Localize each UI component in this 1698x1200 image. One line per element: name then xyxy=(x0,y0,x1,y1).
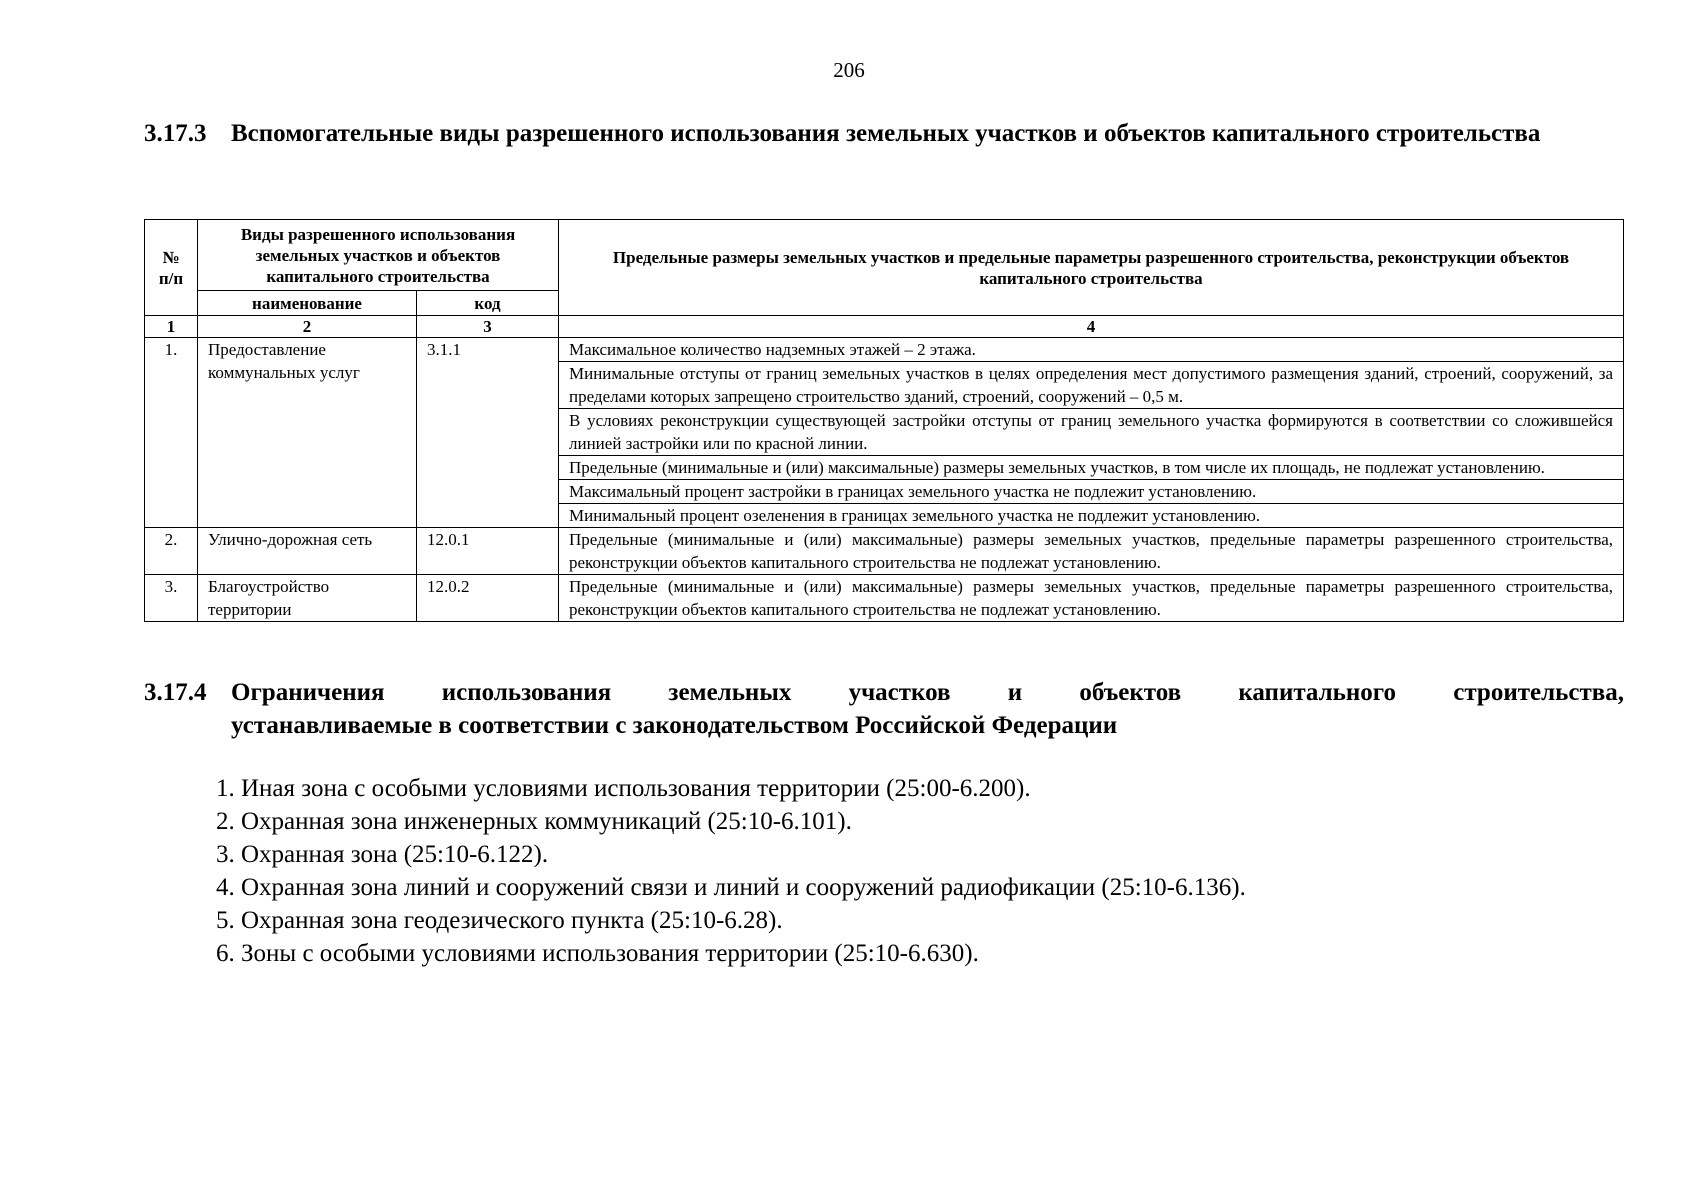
row-code: 12.0.2 xyxy=(417,575,559,622)
row-param: Предельные (минимальные и (или) максимальные) размеры земельных участков, предельные параметры разрешенного строительства, реконструкции объектов капитального строительства не подлежат установлению. xyxy=(559,528,1624,575)
list-item: 4. Охранная зона линий и сооружений связи и линий и сооружений радиофикации (25:10-6.136). xyxy=(216,874,1246,901)
row-num: 2. xyxy=(145,528,198,575)
row-name: Благоустройство территории xyxy=(198,575,417,622)
header-types: Виды разрешенного использования земельных участков и объектов капитального строительства xyxy=(198,220,559,291)
table-row xyxy=(145,338,1624,362)
row-param: Минимальный процент озеленения в границах земельного участка не подлежит установлению. xyxy=(559,504,1624,528)
restriction-zones-list xyxy=(216,772,1246,970)
section-title: Вспомогательные виды разрешенного использования земельных участков и объектов капитального строительства xyxy=(231,120,1541,147)
row-name: Улично-дорожная сеть xyxy=(198,528,417,575)
header-name: наименование xyxy=(198,291,417,316)
list-item: 1. Иная зона с особыми условиями использования территории (25:00-6.200). xyxy=(216,775,1031,802)
section-number: 3.17.3 xyxy=(144,120,207,147)
table-row xyxy=(145,575,1624,622)
column-index-row xyxy=(145,316,1624,338)
row-param: Максимальное количество надземных этажей – 2 этажа. xyxy=(559,338,1624,362)
list-item: 5. Охранная зона геодезического пункта (25:10-6.28). xyxy=(216,907,783,934)
row-param: Предельные (минимальные и (или) максимальные) размеры земельных участков, в том числе их площадь, не подлежат установлению. xyxy=(559,456,1624,480)
row-name: Предоставление коммунальных услуг xyxy=(198,338,417,528)
list-item: 6. Зоны с особыми условиями использования территории (25:10-6.630). xyxy=(216,940,979,967)
section-heading-3-17-3 xyxy=(144,117,1624,150)
column-index: 1 xyxy=(145,316,198,338)
list-item: 3. Охранная зона (25:10-6.122). xyxy=(216,841,549,868)
column-index: 4 xyxy=(559,316,1624,338)
row-param: Минимальные отступы от границ земельных участков в целях определения мест допустимого размещения зданий, строений, сооружений, за пределами которых запрещено строительство зданий, строений, сооружений – 0,5 м. xyxy=(559,362,1624,409)
table-row xyxy=(145,528,1624,575)
page-number: 206 xyxy=(833,58,865,82)
permitted-uses-table xyxy=(144,219,1624,622)
section-title-line: устанавливаемые в соответствии с законодательством Российской Федерации xyxy=(231,712,1118,739)
row-code: 12.0.1 xyxy=(417,528,559,575)
column-index: 3 xyxy=(417,316,559,338)
section-title xyxy=(231,676,1624,742)
header-num: № п/п xyxy=(145,220,198,316)
column-index: 2 xyxy=(198,316,417,338)
header-code: код xyxy=(417,291,559,316)
row-code: 3.1.1 xyxy=(417,338,559,528)
section-number: 3.17.4 xyxy=(144,679,207,706)
row-num: 1. xyxy=(145,338,198,528)
row-param: Предельные (минимальные и (или) максимальные) размеры земельных участков, предельные параметры разрешенного строительства, реконструкции объектов капитального строительства не подлежат установлению. xyxy=(559,575,1624,622)
row-param: В условиях реконструкции существующей застройки отступы от границ земельного участка формируются в соответствии со сложившейся линией застройки или по красной линии. xyxy=(559,409,1624,456)
header-params: Предельные размеры земельных участков и предельные параметры разрешенного строительства, реконструкции объектов капитального строительства xyxy=(559,220,1624,316)
row-num: 3. xyxy=(145,575,198,622)
list-item: 2. Охранная зона инженерных коммуникаций (25:10-6.101). xyxy=(216,808,852,835)
row-param: Максимальный процент застройки в границах земельного участка не подлежит установлению. xyxy=(559,480,1624,504)
section-heading-3-17-4 xyxy=(144,676,1624,742)
section-title-line: Ограничения использования земельных участков и объектов капитального строительства, xyxy=(231,679,1624,706)
table-header-row xyxy=(145,220,1624,291)
